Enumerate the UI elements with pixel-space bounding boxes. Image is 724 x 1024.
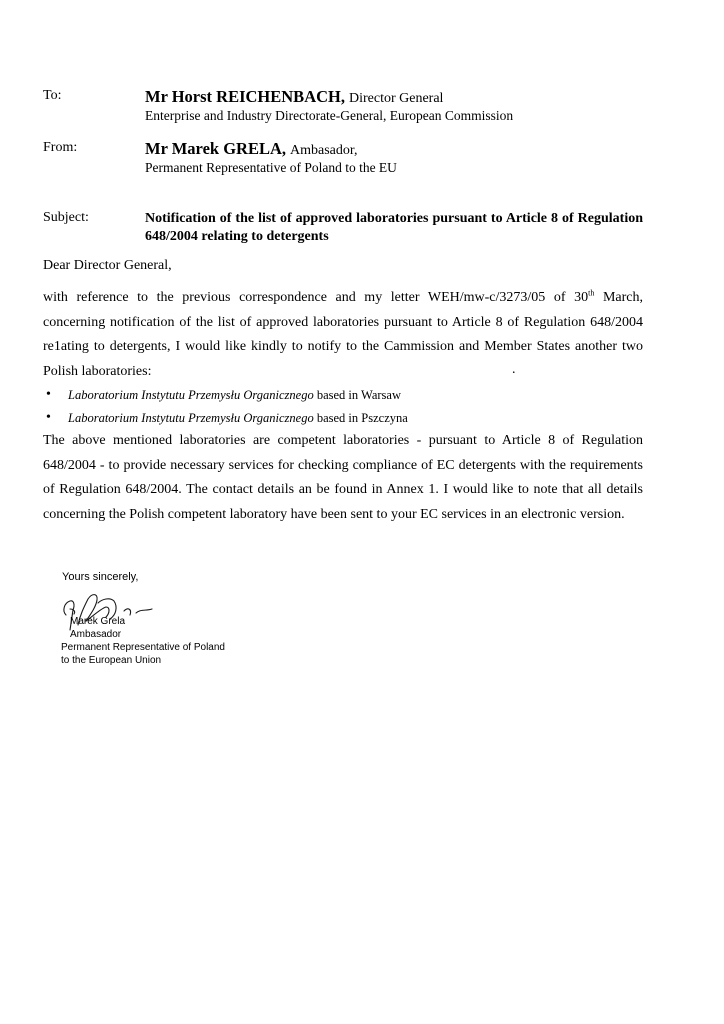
bullet-icon: • (46, 387, 51, 402)
body-paragraph-2: The above mentioned laboratories are competent laboratories - pursuant to Article 8 of Regulation 648/2004 - to provide necessary services for checking compliance of EC detergents with the requirements of Regulation 648/2004. The contact details an be found in Annex 1. I would like to note that all details concerning the Polish competent laboratory have been sent to your EC services in an electronic version. (43, 433, 643, 522)
list-item (43, 408, 643, 431)
to-title: Director General (348, 91, 444, 106)
body-paragraph-1 (43, 286, 643, 384)
to-recipient (145, 88, 643, 124)
to-label: To: (43, 88, 62, 103)
closing: Yours sincerely, (62, 571, 139, 583)
signatory-title-line-1: Permanent Representative of Poland (61, 642, 225, 653)
from-label: From: (43, 140, 78, 155)
laboratory-name: Laboratorium Instytutu Przemysłu Organicznego (68, 411, 314, 425)
laboratory-list (43, 385, 643, 431)
subject-label: Subject: (43, 210, 89, 225)
p1-text-end: March, concerning notification of the list of approved laboratories pursuant to Article 8 of Regulation 648/2004 re1ating to detergents, I would like kindly to notify to the Cammission and Member States another two Polish laboratories: (43, 290, 643, 379)
to-name: Mr Horst REICHENBACH, (145, 87, 345, 106)
bullet-icon: • (46, 410, 51, 425)
from-sender (145, 140, 643, 176)
signatory-title-line-2: to the European Union (61, 655, 162, 666)
to-organisation: Enterprise and Industry Directorate-General, European Commission (145, 108, 514, 123)
from-title: Ambasador, (290, 143, 358, 158)
subject-text: Notification of the list of approved laboratories pursuant to Article 8 of Regulation 648/2004 relating to detergents (145, 211, 643, 244)
salutation: Dear Director General, (43, 258, 172, 273)
laboratory-location: based in Warsaw (313, 388, 401, 402)
stray-mark: . (512, 362, 516, 377)
p1-ordinal-suffix: th (588, 288, 595, 298)
signatory-name: Marek Grela (70, 616, 126, 627)
signatory-role: Ambasador (70, 629, 122, 640)
from-organisation: Permanent Representative of Poland to the EU (145, 160, 397, 175)
from-name: Mr Marek GRELA, (145, 139, 286, 158)
laboratory-name: Laboratorium Instytutu Przemysłu Organicznego (68, 388, 314, 402)
list-item (43, 385, 643, 408)
p1-text-start: with reference to the previous correspondence and my letter WEH/mw-c/3273/05 of 30 (43, 290, 589, 305)
laboratory-location: based in Pszczyna (313, 411, 408, 425)
